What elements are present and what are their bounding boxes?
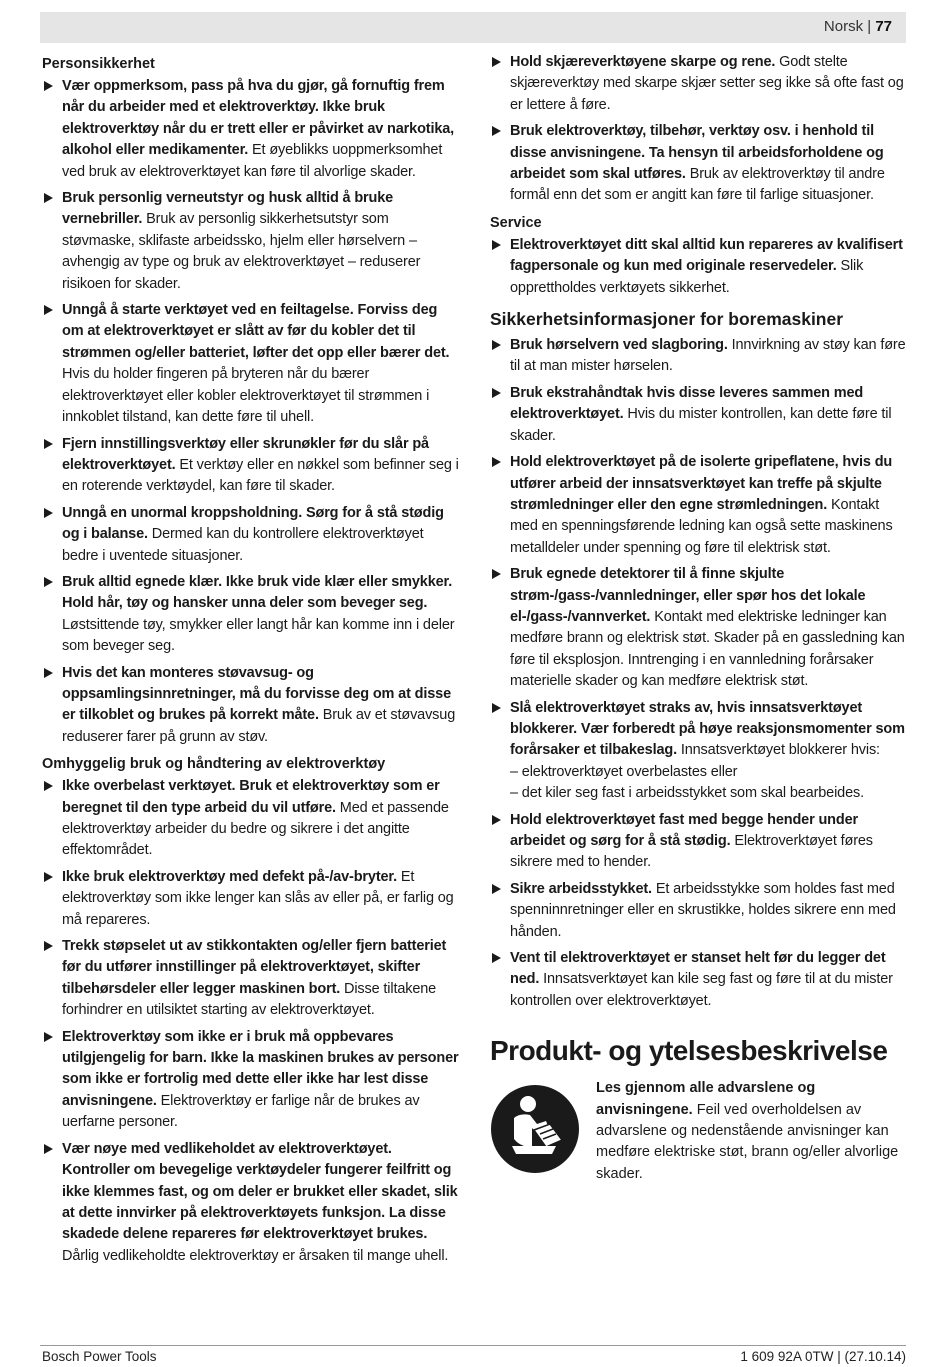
footer-brand: Bosch Power Tools bbox=[42, 1349, 157, 1364]
bullet-bold-text: Fjern innstillingsverktøy eller skrunøkler før du slår på elektroverktøyet. bbox=[62, 435, 429, 473]
read-manual-icon bbox=[490, 1084, 580, 1174]
bullet-body-text: Løstsittende tøy, smykker eller langt hår kan komme inn i deler som beveger seg. bbox=[62, 616, 455, 655]
bullet-bold-text: Hvis det kan monteres støvavsug- og oppsamlingsinnretninger, må du forvisse deg om at disse er tilkoblet og brukes på korrekt måte. bbox=[62, 664, 451, 724]
bullet-triangle-icon bbox=[44, 872, 53, 882]
bullet-bold-text: Elektroverktøy som ikke er i bruk må oppbevares utilgjengelig for barn. Ikke la maskinen brukes av personer som ikke er fortrolig med dette eller ikke har lest disse anvisningene. bbox=[62, 1028, 459, 1109]
bullet-item bbox=[42, 936, 462, 1022]
drill-list bbox=[490, 335, 910, 1012]
warning-bold: Les gjennom alle advarslene og anvisningene. bbox=[596, 1080, 816, 1118]
page-number: 77 bbox=[875, 18, 892, 35]
bullet-item bbox=[42, 76, 462, 183]
top-list bbox=[490, 52, 910, 207]
bullet-triangle-icon bbox=[492, 815, 501, 825]
bullet-bold-text: Ikke bruk elektroverktøy med defekt på-/av-bryter. bbox=[62, 868, 398, 885]
bullet-item bbox=[490, 335, 910, 378]
bullet-bold-text: Vær oppmerksom, pass på hva du gjør, gå fornuftig frem når du arbeider med et elektroverktøy. Ikke bruk elektroverktøy når du er trett eller er påvirket av narkotika, alkohol eller medikamenter. bbox=[62, 78, 455, 159]
bullet-item bbox=[490, 452, 910, 559]
bullet-bold-text: Slå elektroverktøyet straks av, hvis innsatsverktøyet blokkerer. Vær forberedt på høye reaksjonsmomenter som forårsaker et tilbakeslag. bbox=[510, 699, 905, 759]
personal-list bbox=[42, 76, 462, 748]
bullet-item bbox=[42, 300, 462, 428]
section-title-drill: Sikkerhetsinformasjoner for boremaskiner bbox=[490, 309, 844, 330]
bullet-item bbox=[42, 434, 462, 498]
footer-doc-number: 1 609 92A 0TW | (27.10.14) bbox=[740, 1349, 906, 1364]
bullet-bold-text: Unngå en unormal kroppsholdning. Sørg for å stå stødig og i balanse. bbox=[62, 504, 444, 543]
page-header bbox=[40, 12, 906, 43]
bullet-body-text: Dårlig vedlikeholdte elektroverktøy er årsaken til mange uhell. bbox=[62, 1247, 449, 1264]
bullet-body-text: Bruk av elektroverktøy til andre formål enn det som er angitt kan føre til farlige situasjoner. bbox=[510, 166, 885, 204]
bullet-body-text: Innsatsverktøyet blokkerer hvis: bbox=[676, 742, 880, 759]
bullet-triangle-icon bbox=[44, 1144, 53, 1154]
bullet-triangle-icon bbox=[44, 193, 53, 203]
footer-divider bbox=[40, 1345, 906, 1346]
bullet-body-text: Et øyeblikks uoppmerksomhet ved bruk av elektroverktøyet kan føre til alvorlige skader. bbox=[62, 142, 443, 180]
bullet-item bbox=[42, 503, 462, 567]
bullet-triangle-icon bbox=[492, 884, 501, 894]
bullet-bold-text: Hold elektroverktøyet på de isolerte gripeflatene, hvis du utfører arbeid der innsatsverktøyet kan treffe på skjulte strømledninger eller den egne strømledningen. bbox=[510, 454, 893, 513]
section-title-personal: Personsikkerhet bbox=[42, 56, 155, 72]
bullet-body-text: Innsatsverktøyet kan kile seg fast og føre til at du mister kontrollen over elektroverktøyet. bbox=[510, 971, 893, 1009]
right-column bbox=[490, 52, 910, 1188]
left-column bbox=[42, 52, 462, 1272]
bullet-bold-text: Bruk personlig verneutstyr og husk alltid å bruke vernebriller. bbox=[62, 190, 394, 228]
bullet-item bbox=[490, 121, 910, 207]
bullet-triangle-icon bbox=[44, 941, 53, 951]
header-separator: | bbox=[863, 18, 876, 35]
dash-item: – elektroverktøyet overbelastes eller bbox=[510, 763, 738, 780]
bullet-item bbox=[42, 663, 462, 749]
bullet-item bbox=[490, 879, 910, 943]
bullet-triangle-icon bbox=[492, 569, 501, 579]
bullet-item bbox=[490, 810, 910, 874]
bullet-bold-text: Hold skjæreverktøyene skarpe og rene. bbox=[510, 54, 776, 70]
careful-list bbox=[42, 776, 462, 1267]
bullet-item bbox=[490, 948, 910, 1012]
bullet-item bbox=[42, 572, 462, 658]
bullet-item bbox=[42, 776, 462, 862]
bullet-bold-text: Vent til elektroverktøyet er stanset helt før du legger det ned. bbox=[510, 950, 886, 988]
bullet-triangle-icon bbox=[44, 508, 53, 518]
bullet-body-text: Hvis du holder fingeren på bryteren når du bærer elektroverktøyet eller kobler elektroverktøyet til strømmen i innkoblet tilstand, kan dette føre til uhell. bbox=[62, 366, 430, 426]
bullet-body-text: Hvis du mister kontrollen, kan dette føre til skader. bbox=[510, 406, 892, 444]
section-title-careful: Omhyggelig bruk og håndtering av elektroverktøy bbox=[42, 756, 386, 773]
header-language: Norsk bbox=[823, 18, 864, 35]
warning-text bbox=[596, 1078, 910, 1185]
bullet-triangle-icon bbox=[492, 126, 501, 136]
bullet-triangle-icon bbox=[44, 781, 53, 791]
bullet-bold-text: Unngå å starte verktøyet ved en feiltagelse. Forviss deg om at elektroverktøyet er slått av før du kobler det til strømmen og/eller batteriet, løfter det opp eller bærer det. bbox=[62, 302, 450, 361]
warning-block bbox=[490, 1078, 910, 1188]
bullet-bold-text: Bruk hørselvern ved slagboring. bbox=[510, 337, 728, 354]
bullet-triangle-icon bbox=[44, 1032, 53, 1042]
bullet-bold-text: Elektroverktøyet ditt skal alltid kun repareres av kvalifisert fagpersonale og kun med originale reservedeler. bbox=[510, 236, 903, 275]
bullet-body-text: Kontakt med elektriske ledninger kan medføre brann og elektrisk støt. Skader på en gassledning kan føre til eksplosjon. Inntrenging i en vannledning forårsaker materielle skader og kan medføre elektrisk støt. bbox=[510, 608, 905, 690]
bullet-triangle-icon bbox=[44, 439, 53, 449]
bullet-item bbox=[490, 698, 910, 805]
bullet-bold-text: Sikre arbeidsstykket. bbox=[510, 880, 652, 897]
bullet-body-text: Innvirkning av støy kan føre til at man mister hørselen. bbox=[510, 337, 906, 375]
bullet-triangle-icon bbox=[492, 457, 501, 467]
bullet-body-text: Disse tiltakene forhindrer en utilsiktet starting av elektroverktøyet. bbox=[62, 980, 437, 1019]
bullet-item bbox=[42, 1139, 462, 1267]
bullet-body-text: Kontakt med en spenningsførende ledning kan også sette maskinens metalldeler under spenning og føre til elektrisk støt. bbox=[510, 496, 893, 556]
bullet-bold-text: Vær nøye med vedlikeholdet av elektroverktøyet. Kontroller om bevegelige verktøydeler fungerer feilfritt og ikke klemmes fast, og om deler er brukket eller skadet, slik at dette innvirker på elektroverktøyets funksjon. La disse skadede delene repareres før elektroverktøyet brukes. bbox=[62, 1140, 458, 1243]
bullet-body-text: Godt stelte skjæreverktøy med skarpe skjær setter seg ikke så ofte fast og er lettere å føre. bbox=[510, 54, 904, 113]
bullet-body-text: Slik opprettholdes verktøyets sikkerhet. bbox=[510, 258, 864, 296]
bullet-bold-text: Bruk ekstrahåndtak hvis disse leveres sammen med elektroverktøyet. bbox=[510, 384, 864, 423]
bullet-item bbox=[42, 867, 462, 931]
bullet-item bbox=[490, 235, 910, 299]
bullet-triangle-icon bbox=[492, 388, 501, 398]
bullet-triangle-icon bbox=[492, 953, 501, 963]
bullet-body-text: Dermed kan du kontrollere elektroverktøyet bedre i uventede situasjoner. bbox=[62, 526, 424, 564]
bullet-item bbox=[42, 188, 462, 295]
service-list bbox=[490, 235, 910, 299]
bullet-bold-text: Hold elektroverktøyet fast med begge hender under arbeidet og sørg for å stå stødig. bbox=[510, 811, 858, 849]
bullet-triangle-icon bbox=[492, 340, 501, 350]
warning-body: Feil ved overholdelsen av advarslene og nedenstående anvisninger kan medføre elektriske støt, brann og/eller alvorlige skader. bbox=[596, 1101, 899, 1182]
bullet-body-text: Et elektroverktøy som ikke lenger kan slås av eller på, er farlig og må repareres. bbox=[62, 868, 454, 928]
bullet-item bbox=[490, 383, 910, 447]
bullet-body-text: Elektroverktøy er farlige når de brukes av uerfarne personer. bbox=[62, 1092, 420, 1131]
bullet-triangle-icon bbox=[492, 240, 501, 250]
bullet-triangle-icon bbox=[44, 577, 53, 587]
bullet-item bbox=[42, 1027, 462, 1134]
section-title-service: Service bbox=[490, 214, 542, 231]
bullet-triangle-icon bbox=[44, 81, 53, 91]
bullet-bold-text: Bruk elektroverktøy, tilbehør, verktøy osv. i henhold til disse anvisningene. Ta hensyn til arbeidsforholdene og arbeidet som skal utføres. bbox=[510, 123, 884, 183]
bullet-bold-text: Bruk egnede detektorer til å finne skjulte strøm-/gass-/vannledninger, eller spør hos det lokale el-/gass-/vannverket. bbox=[510, 566, 866, 625]
bullet-item bbox=[490, 52, 910, 116]
bullet-triangle-icon bbox=[492, 57, 501, 67]
bullet-body-text: Bruk av personlig sikkerhetsutstyr som støvmaske, sklifaste arbeidssko, hjelm eller hørselvern – avhengig av type og bruk av elektroverktøyet – reduserer risikoen for skader. bbox=[62, 211, 421, 292]
product-title: Produkt- og ytelsesbeskrivelse bbox=[490, 1035, 888, 1067]
bullet-triangle-icon bbox=[492, 703, 501, 713]
dash-item: – det kiler seg fast i arbeidsstykket som skal bearbeides. bbox=[510, 785, 864, 802]
bullet-item bbox=[490, 564, 910, 692]
bullet-triangle-icon bbox=[44, 668, 53, 678]
bullet-body-text: Med et passende elektroverktøy arbeider du bedre og sikrere i det angitte effektområdet. bbox=[62, 799, 449, 859]
bullet-triangle-icon bbox=[44, 305, 53, 315]
bullet-bold-text: Trekk støpselet ut av stikkontakten og/eller fjern batteriet før du utfører innstillinger på elektroverktøyet, skifter tilbehørsdeler eller legger maskinen bort. bbox=[62, 938, 447, 997]
bullet-bold-text: Bruk alltid egnede klær. Ikke bruk vide klær eller smykker. Hold hår, tøy og hansker unna deler som beveger seg. bbox=[62, 573, 453, 612]
bullet-body-text: Elektroverktøyet føres sikrere med to hender. bbox=[510, 833, 873, 871]
bullet-bold-text: Ikke overbelast verktøyet. Bruk et elektroverktøy som er beregnet til den type arbeid du vil utføre. bbox=[62, 778, 440, 816]
bullet-body-text: Et verktøy eller en nøkkel som befinner seg i en roterende verktøydel, kan føre til skader. bbox=[62, 456, 459, 495]
bullet-body-text: Bruk av et støvavsug reduserer farer på grunn av støv. bbox=[62, 707, 456, 745]
bullet-body-text: Et arbeidsstykke som holdes fast med spenninnretninger eller en skrustikke, holdes sikrere enn med hånden. bbox=[510, 880, 896, 940]
header-text bbox=[824, 18, 892, 35]
